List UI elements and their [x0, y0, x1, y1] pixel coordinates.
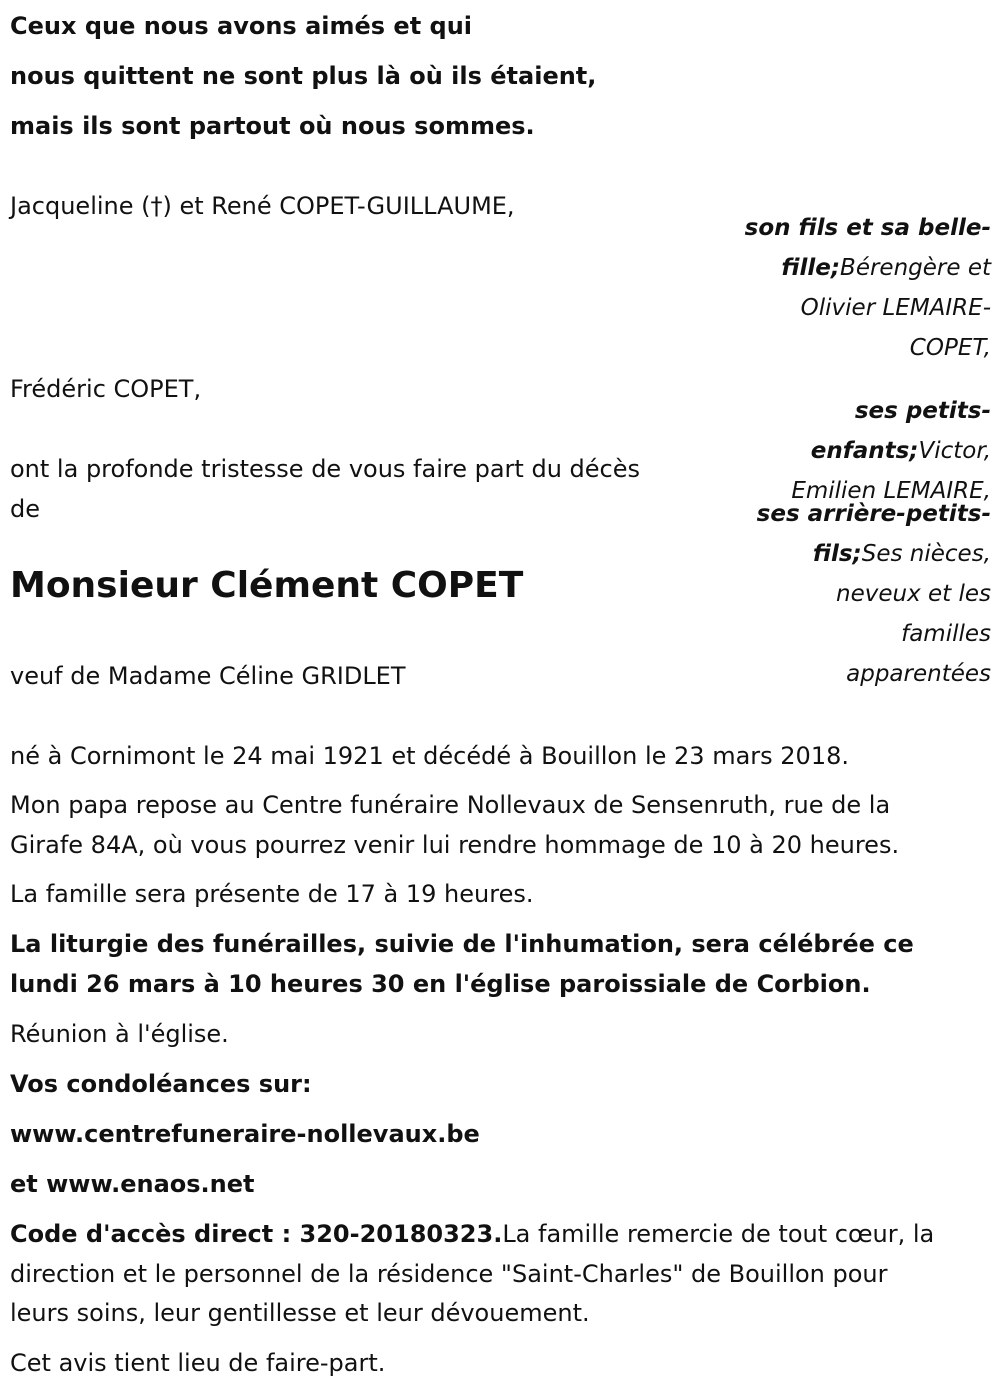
rest-line-2: Girafe 84A, où vous pourrez venir lui rendre hommage de 10 à 20 heures. [10, 831, 900, 859]
birth-death: né à Cornimont le 24 mai 1921 et décédé à Bouillon le 23 mars 2018. [10, 742, 849, 770]
relation-grandchildren-title-end: enfants; [810, 438, 919, 464]
deceased-name: Monsieur Clément COPET [10, 565, 524, 606]
thanks-line-3: leurs soins, leur gentillesse et leur dévouement. [10, 1299, 590, 1327]
relation-son-names: Bérengère et [840, 255, 991, 281]
condolences-site-2[interactable]: et www.enaos.net [10, 1170, 255, 1198]
thanks-line-2: direction et le personnel de la résidence "Saint-Charles" de Bouillon pour [10, 1260, 888, 1288]
relation-greatgrandchildren-title-end: fils; [812, 541, 862, 567]
meeting: Réunion à l'église. [10, 1020, 229, 1048]
widow-of: veuf de Madame Céline GRIDLET [10, 662, 406, 690]
closing-note: Cet avis tient lieu de faire-part. [10, 1349, 386, 1377]
quote-line-3: mais ils sont partout où nous sommes. [10, 112, 535, 140]
relation-greatgrandchildren-names: Ses nièces, [861, 541, 991, 567]
relation-grandchildren-title: ses petits- [854, 398, 991, 424]
thanks-line-1: La famille remercie de tout cœur, la [502, 1220, 935, 1248]
family-grandchild: Frédéric COPET, [10, 375, 202, 403]
relation-son-title-end: fille; [781, 255, 841, 281]
relation-grandchildren-names-2: Emilien LEMAIRE, [791, 478, 991, 504]
announcement-line-1: ont la profonde tristesse de vous faire part du décès [10, 455, 640, 483]
rest-line-1: Mon papa repose au Centre funéraire Nollevaux de Sensenruth, rue de la [10, 791, 891, 819]
announcement-line-2: de [10, 495, 40, 523]
relation-son-names-3: COPET, [909, 335, 991, 361]
relation-extended-3: apparentées [846, 661, 991, 687]
family-son: Jacqueline (†) et René COPET-GUILLAUME, [10, 192, 515, 220]
access-code: Code d'accès direct : 320-20180323. [10, 1220, 503, 1248]
quote-line-2: nous quittent ne sont plus là où ils étaient, [10, 62, 597, 90]
relation-extended-1: neveux et les [836, 581, 991, 607]
relation-extended-2: familles [901, 621, 991, 647]
family-presence: La famille sera présente de 17 à 19 heures. [10, 880, 534, 908]
relation-greatgrandchildren-title: ses arrière-petits- [756, 501, 991, 527]
relation-son-names-2: Olivier LEMAIRE- [800, 295, 991, 321]
quote-line-1: Ceux que nous avons aimés et qui [10, 12, 473, 40]
liturgy-line-2: lundi 26 mars à 10 heures 30 en l'église paroissiale de Corbion. [10, 970, 871, 998]
relation-grandchildren-names: Victor, [918, 438, 991, 464]
condolences-label: Vos condoléances sur: [10, 1070, 312, 1098]
relation-son-title: son fils et sa belle- [744, 215, 991, 241]
liturgy-line-1: La liturgie des funérailles, suivie de l'inhumation, sera célébrée ce [10, 930, 914, 958]
condolences-site-1[interactable]: www.centrefuneraire-nollevaux.be [10, 1120, 480, 1148]
